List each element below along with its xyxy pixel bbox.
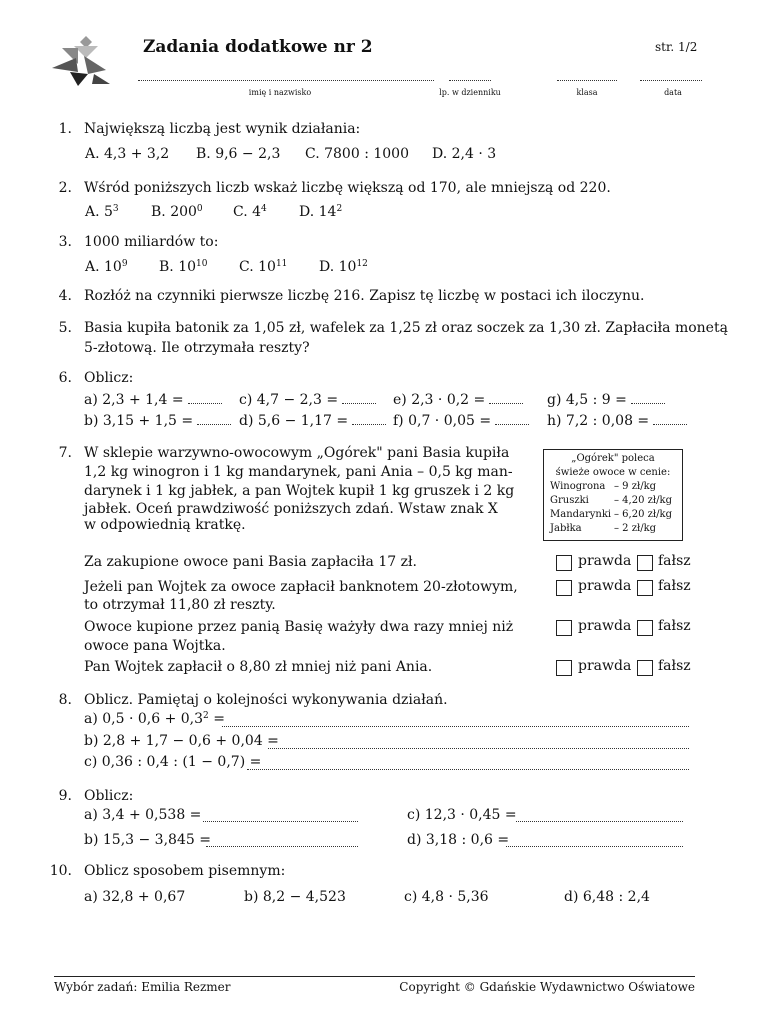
q6-item-b[interactable]: b) 3,15 + 1,5 = — [84, 413, 231, 429]
true-label: prawda — [578, 618, 632, 634]
q5-number: 5. — [58, 320, 72, 336]
q10-item-a: a) 32,8 + 0,67 — [84, 889, 186, 905]
q6-item-f[interactable]: f) 0,7 · 0,05 = — [393, 413, 529, 429]
price-list-box — [543, 449, 683, 541]
q7-text-line4: jabłek. Oceń prawdziwość poniższych zdań. Wstaw znak X — [84, 501, 498, 517]
q2-option-a[interactable]: A. $5^3$ — [85, 204, 119, 220]
q9-item-a: a) 3,4 + 0,538 = — [84, 807, 202, 823]
statement-3-line1: Owoce kupione przez panią Basię ważyły dwa razy mniej niż — [84, 619, 514, 635]
true-label: prawda — [578, 578, 632, 594]
name-field-label: imię i nazwisko — [248, 88, 312, 97]
q8-answer-b[interactable] — [268, 748, 689, 749]
statement-2-line2: to otrzymał 11,80 zł reszty. — [84, 597, 276, 613]
q1-option-d[interactable]: D. 2,4 · 3 — [432, 146, 497, 162]
q5-text-line1: Basia kupiła batonik za 1,05 zł, wafelek za 1,25 zł oraz soczek za 1,30 zł. Zapłaciła monetą — [84, 320, 728, 336]
q7-text-line2: 1,2 kg winogron i 1 kg mandarynek, pani Ania – 0,5 kg man- — [84, 464, 513, 480]
statement-4-true-checkbox[interactable] — [556, 660, 572, 676]
q5-text-line2: 5-złotową. Ile otrzymała reszty? — [84, 340, 310, 356]
q8-item-c: c) 0,36 : 0,4 : (1 − 0,7) = — [84, 754, 262, 770]
q3-option-b[interactable]: B. $10^{10}$ — [159, 259, 208, 275]
true-label: prawda — [578, 658, 632, 674]
q9-item-b: b) 15,3 − 3,845 = — [84, 832, 211, 848]
q8-number: 8. — [58, 692, 72, 708]
q6-item-d[interactable]: d) 5,6 − 1,17 = — [239, 413, 386, 429]
statement-2-false-checkbox[interactable] — [637, 580, 653, 596]
q6-item-c[interactable]: c) 4,7 − 2,3 = — [239, 392, 376, 408]
q7-text-line1: W sklepie warzywno-owocowym „Ogórek" pani Basia kupiła — [84, 445, 510, 461]
q1-option-a[interactable]: A. 4,3 + 3,2 — [85, 146, 170, 162]
q6-item-g[interactable]: g) 4,5 : 9 = — [547, 392, 665, 408]
statement-4: Pan Wojtek zapłacił o 8,80 zł mniej niż pani Ania. — [84, 659, 433, 675]
q4-text: Rozłóż na czynniki pierwsze liczbę 216. Zapisz tę liczbę w postaci ich iloczynu. — [84, 288, 645, 304]
q1-option-c[interactable]: C. 7800 : 1000 — [305, 146, 409, 162]
publisher-logo — [48, 34, 112, 88]
q8-answer-c[interactable] — [247, 769, 689, 770]
statement-1-true-checkbox[interactable] — [556, 555, 572, 571]
q10-text: Oblicz sposobem pisemnym: — [84, 863, 286, 879]
q8-item-b: b) 2,8 + 1,7 − 0,6 + 0,04 = — [84, 733, 279, 749]
footer-divider — [54, 976, 695, 977]
price-row: Gruszki – 4,20 zł/kg — [550, 495, 672, 506]
page-title: Zadania dodatkowe nr 2 — [143, 37, 373, 57]
statement-3-true-checkbox[interactable] — [556, 620, 572, 636]
false-label: fałsz — [658, 618, 691, 634]
q9-answer-d[interactable] — [506, 846, 683, 847]
q9-number: 9. — [58, 788, 72, 804]
class-field[interactable] — [557, 80, 617, 81]
q10-item-c: c) 4,8 · 5,36 — [404, 889, 489, 905]
q7-text-line5: w odpowiednią kratkę. — [84, 517, 246, 533]
q8-text: Oblicz. Pamiętaj o kolejności wykonywania działań. — [84, 692, 448, 708]
statement-3-false-checkbox[interactable] — [637, 620, 653, 636]
statement-4-false-checkbox[interactable] — [637, 660, 653, 676]
q9-answer-a[interactable] — [203, 821, 358, 822]
statement-2-true-checkbox[interactable] — [556, 580, 572, 596]
footer-author: Wybór zadań: Emilia Rezmer — [54, 980, 231, 994]
q8-item-a: a) $0,5 \cdot 0,6 + 0,3^2$ = — [84, 711, 225, 727]
false-label: fałsz — [658, 553, 691, 569]
statement-2-line1: Jeżeli pan Wojtek za owoce zapłacił banknotem 20-złotowym, — [84, 579, 518, 595]
q1-text: Największą liczbą jest wynik działania: — [84, 121, 361, 137]
q3-option-d[interactable]: D. $10^{12}$ — [319, 259, 368, 275]
q2-option-b[interactable]: B. $200^0$ — [151, 204, 203, 220]
q10-number: 10. — [49, 863, 72, 879]
q2-text: Wśród poniższych liczb wskaż liczbę większą od 170, ale mniejszą od 220. — [84, 180, 611, 196]
q7-text-line3: darynek i 1 kg jabłek, a pan Wojtek kupił 1 kg gruszek i 2 kg — [84, 483, 515, 499]
price-list-title: „Ogórek" poleca — [571, 453, 655, 464]
q3-number: 3. — [58, 234, 72, 250]
statement-3-line2: owoce pana Wojtka. — [84, 638, 226, 654]
footer-copyright: Copyright © Gdańskie Wydawnictwo Oświatowe — [399, 980, 695, 994]
price-row: Mandarynki – 6,20 zł/kg — [550, 509, 672, 520]
q1-option-b[interactable]: B. 9,6 − 2,3 — [196, 146, 281, 162]
price-list-subtitle: świeże owoce w cenie: — [555, 467, 671, 478]
q6-item-e[interactable]: e) 2,3 · 0,2 = — [393, 392, 523, 408]
q2-number: 2. — [58, 180, 72, 196]
statement-1: Za zakupione owoce pani Basia zapłaciła 17 zł. — [84, 554, 417, 570]
statement-1-false-checkbox[interactable] — [637, 555, 653, 571]
q6-item-h[interactable]: h) 7,2 : 0,08 = — [547, 413, 687, 429]
q6-number: 6. — [58, 370, 72, 386]
false-label: fałsz — [658, 578, 691, 594]
q7-number: 7. — [58, 445, 72, 461]
q10-item-d: d) 6,48 : 2,4 — [564, 889, 650, 905]
price-row: Winogrona – 9 zł/kg — [550, 481, 657, 492]
price-row: Jabłka – 2 zł/kg — [550, 523, 657, 534]
q1-number: 1. — [58, 121, 72, 137]
false-label: fałsz — [658, 658, 691, 674]
date-field-label: data — [664, 88, 682, 97]
q6-item-a[interactable]: a) 2,3 + 1,4 = — [84, 392, 222, 408]
date-field[interactable] — [640, 80, 702, 81]
q9-answer-b[interactable] — [206, 846, 358, 847]
class-field-label: klasa — [576, 88, 598, 97]
true-label: prawda — [578, 553, 632, 569]
q3-option-a[interactable]: A. $10^9$ — [85, 259, 128, 275]
q8-answer-a[interactable] — [222, 726, 689, 727]
q2-option-c[interactable]: C. $4^4$ — [233, 204, 267, 220]
name-field[interactable] — [138, 80, 434, 81]
q10-item-b: b) 8,2 − 4,523 — [244, 889, 346, 905]
register-number-label: lp. w dzienniku — [439, 88, 501, 97]
register-number-field[interactable] — [449, 80, 491, 81]
q6-text: Oblicz: — [84, 370, 134, 386]
q2-option-d[interactable]: D. $14^2$ — [299, 204, 343, 220]
q9-text: Oblicz: — [84, 788, 134, 804]
q3-option-c[interactable]: C. $10^{11}$ — [239, 259, 288, 275]
q4-number: 4. — [58, 288, 72, 304]
q9-item-d: d) 3,18 : 0,6 = — [407, 832, 510, 848]
page-number: str. 1/2 — [655, 40, 698, 54]
q9-item-c: c) 12,3 · 0,45 = — [407, 807, 517, 823]
q9-answer-c[interactable] — [516, 821, 683, 822]
q3-text: 1000 miliardów to: — [84, 234, 219, 250]
